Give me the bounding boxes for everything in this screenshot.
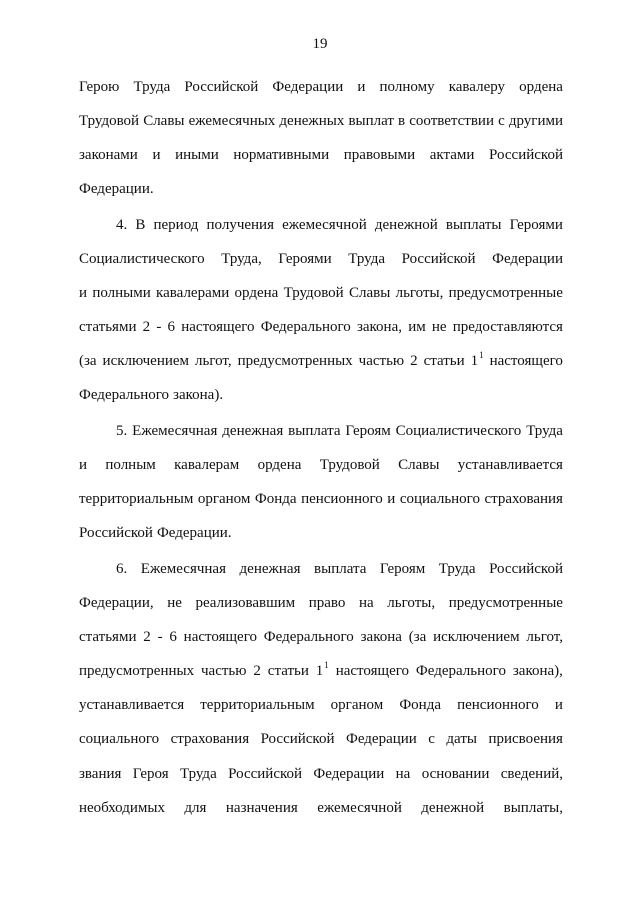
- word: настоящего: [489, 353, 563, 370]
- word: Труда: [179, 765, 217, 782]
- word: Федерации: [272, 79, 344, 95]
- word: устанавливается: [457, 457, 563, 474]
- word: статьи: [423, 353, 465, 370]
- text-line: [79, 138, 563, 172]
- word: льгот,: [195, 353, 232, 370]
- word: Российской: [79, 525, 153, 542]
- word: присвоения: [488, 731, 563, 748]
- text-line: [79, 722, 563, 756]
- word: Федерации: [313, 765, 385, 782]
- word: сведений,: [500, 765, 563, 782]
- word: ордена: [234, 285, 279, 302]
- word: актами: [429, 147, 475, 164]
- word: 2: [410, 353, 418, 370]
- word: Герою: [79, 79, 120, 95]
- word: и: [387, 491, 396, 508]
- word: исключением: [433, 629, 520, 646]
- paragraph-continuation: [79, 70, 563, 206]
- word: Труда: [438, 561, 476, 577]
- text-line: [79, 757, 563, 791]
- word: Героям: [379, 561, 426, 577]
- word: кавалерам: [174, 457, 240, 474]
- word: социального: [399, 491, 480, 508]
- text-line: [79, 104, 563, 138]
- word: предусмотренные: [448, 595, 563, 612]
- word: денежной: [421, 799, 485, 816]
- word: ежемесячной: [317, 799, 402, 816]
- word: не: [167, 595, 182, 612]
- word: и: [79, 285, 88, 302]
- word: Героями: [278, 251, 332, 268]
- word: и: [79, 457, 88, 474]
- word: назначения: [225, 799, 298, 816]
- text-line: [79, 586, 563, 620]
- word: основании: [421, 765, 490, 782]
- word: В: [135, 217, 146, 233]
- paragraph-item-4: [79, 208, 563, 413]
- word: Труда: [133, 79, 171, 95]
- word: Российской: [260, 731, 335, 748]
- word: Героями: [509, 217, 563, 233]
- word: 5.: [116, 423, 128, 439]
- word: Ежемесячная: [140, 561, 226, 577]
- word: Героя: [132, 765, 169, 782]
- text-line: [79, 654, 563, 688]
- page-number: 19: [312, 36, 328, 52]
- word: полным: [105, 457, 156, 474]
- word: закона),: [512, 663, 563, 680]
- word: 1$^1$: [315, 660, 329, 680]
- paragraph-item-6: [79, 552, 563, 825]
- word: ордена: [257, 457, 302, 474]
- word: Фонда: [399, 697, 441, 714]
- word: необходимых: [79, 799, 165, 816]
- word: Славы: [348, 285, 391, 302]
- word: предоставляются: [452, 319, 563, 336]
- word: настоящего: [181, 319, 255, 336]
- word: Российской: [489, 147, 563, 164]
- word: кавалеру: [448, 79, 506, 95]
- word: нормативными: [233, 147, 330, 164]
- word: органом: [330, 697, 384, 714]
- word: 2: [142, 319, 151, 336]
- text-line: [79, 688, 563, 722]
- word: реализовавшим: [195, 595, 296, 612]
- text-line: [79, 516, 563, 550]
- word: Федерального: [263, 629, 354, 646]
- text-line: [79, 172, 563, 206]
- word: получения: [206, 217, 274, 233]
- word: Фонда: [254, 491, 297, 508]
- word: Трудовой: [79, 113, 140, 130]
- word: Федерации.: [156, 525, 232, 542]
- word: страхования: [170, 731, 250, 748]
- word: Трудовой: [319, 457, 380, 474]
- word: выплаты,: [503, 799, 563, 816]
- word: Российской: [184, 79, 259, 95]
- word: Труда: [348, 251, 385, 268]
- word: Трудовой: [283, 285, 344, 302]
- paragraph-item-5: [79, 414, 563, 550]
- word: (за: [79, 353, 97, 370]
- text-line: [79, 344, 563, 378]
- word: Российской: [228, 765, 303, 782]
- superscript: 1: [479, 350, 484, 361]
- word: территориальным: [200, 697, 315, 714]
- text-line: [79, 276, 563, 310]
- text-line: [79, 620, 563, 654]
- text-line: [79, 378, 563, 412]
- word: предусмотренные: [448, 285, 563, 302]
- word: денежная: [239, 561, 301, 577]
- word: Славы: [398, 457, 440, 474]
- text-line: [79, 242, 563, 276]
- text-line: [79, 552, 563, 586]
- word: Российской: [401, 251, 476, 268]
- word: с: [498, 113, 505, 130]
- word: Федерального: [79, 387, 170, 404]
- word: звания: [79, 765, 122, 782]
- word: статьями: [79, 629, 137, 646]
- word: 2: [253, 663, 261, 680]
- word: денежная: [222, 423, 284, 439]
- word: Федерального: [260, 319, 351, 336]
- word: Федерации: [492, 251, 563, 268]
- word: денежной: [374, 217, 438, 233]
- word: период: [153, 217, 199, 233]
- word: частью: [201, 663, 247, 680]
- word: и: [357, 79, 366, 95]
- word: выплата: [288, 423, 341, 439]
- text-line: [79, 70, 563, 104]
- word: исключением: [102, 353, 190, 370]
- word: статьями: [79, 319, 137, 336]
- word: иными: [175, 147, 219, 164]
- word: им: [408, 319, 426, 336]
- word: Российской: [489, 561, 563, 577]
- word: Социалистического: [395, 423, 522, 439]
- word: льготы,: [395, 285, 444, 302]
- text-line: [79, 208, 563, 242]
- word: частью: [358, 353, 405, 370]
- word: ордена: [519, 79, 563, 95]
- word: законами: [79, 147, 138, 164]
- word: -: [157, 629, 163, 646]
- word: полному: [379, 79, 435, 95]
- superscript: 1: [324, 660, 329, 671]
- word: и: [554, 697, 563, 714]
- word: настоящего: [335, 663, 410, 680]
- word: с: [428, 731, 435, 748]
- word: Труда,: [221, 251, 262, 268]
- word: Федерации: [345, 731, 417, 748]
- word: (за: [408, 629, 427, 646]
- word: Федерации.: [79, 181, 154, 198]
- word: устанавливается: [79, 697, 185, 714]
- word: страхования: [484, 491, 563, 508]
- text-line: [79, 448, 563, 482]
- word: территориальным: [79, 491, 194, 508]
- word: 4.: [116, 217, 128, 233]
- word: на: [359, 595, 374, 612]
- word: статьи: [267, 663, 309, 680]
- word: выплат: [348, 113, 394, 130]
- word: 2: [143, 629, 151, 646]
- word: выплата: [314, 561, 367, 577]
- word: на: [395, 765, 411, 782]
- word: Героям: [345, 423, 391, 439]
- word: -: [156, 319, 162, 336]
- word: ежемесячных: [188, 113, 276, 130]
- word: право: [308, 595, 346, 612]
- text-line: [79, 414, 563, 448]
- word: льготы,: [387, 595, 436, 612]
- text-line: [79, 791, 563, 825]
- word: кавалерами: [156, 285, 230, 302]
- word: и: [152, 147, 161, 164]
- word: 6.: [116, 561, 128, 577]
- word: не: [431, 319, 447, 336]
- word: пенсионного: [301, 491, 383, 508]
- word: Труда: [526, 423, 563, 439]
- word: ежемесячной: [282, 217, 367, 233]
- word: закона).: [173, 387, 224, 404]
- word: предусмотренных: [79, 663, 195, 680]
- word: льгот,: [526, 629, 563, 646]
- word: полными: [92, 285, 151, 302]
- word: 1$^1$: [470, 350, 484, 370]
- word: настоящего: [183, 629, 257, 646]
- word: для: [184, 799, 207, 816]
- word: даты: [446, 731, 477, 748]
- word: пенсионного: [457, 697, 539, 714]
- word: социального: [79, 731, 160, 748]
- word: 6: [169, 629, 177, 646]
- word: органом: [197, 491, 251, 508]
- word: выплаты: [445, 217, 502, 233]
- word: Славы: [143, 113, 185, 130]
- word: правовыми: [343, 147, 416, 164]
- word: Ежемесячная: [132, 423, 218, 439]
- word: соответствии: [409, 113, 494, 130]
- word: закона,: [356, 319, 402, 336]
- word: другими: [508, 113, 563, 130]
- word: 6: [167, 319, 176, 336]
- word: предусмотренных: [237, 353, 353, 370]
- word: Федерации,: [79, 595, 154, 612]
- word: в: [398, 113, 406, 130]
- text-line: [79, 310, 563, 344]
- word: денежных: [279, 113, 345, 130]
- word: закона: [360, 629, 402, 646]
- text-line: [79, 482, 563, 516]
- word: Федерального: [415, 663, 506, 680]
- word: Социалистического: [79, 251, 205, 268]
